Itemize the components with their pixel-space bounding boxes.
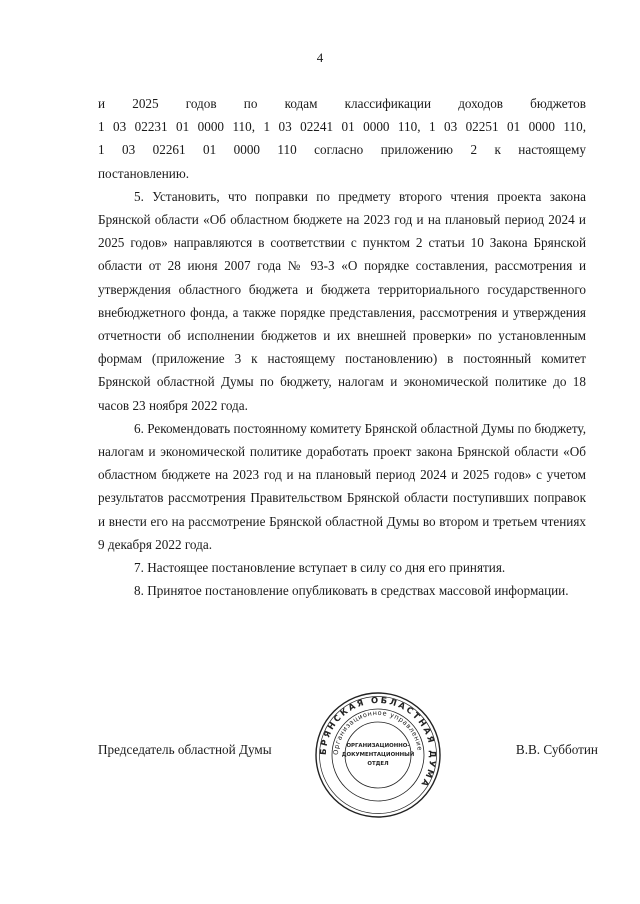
intro-line: и 2025 годов по кодам классификации доходов бюджетов [98,96,586,111]
paragraph-5: 5. Установить, что поправки по предмету второго чтения проекта закона Брянской области «Об областном бюджете на 2023 год и на плановый период 2024 и 2025 годов» направляются в соответствии с пунктом 2 статьи 10 Закона Брянской области от 28 июня 2007 года № 93-З «О порядке составления, рассмотрения и утверждения областного бюджета и бюджета территориального государственного внебюджетного фонда, а также порядке представления, рассмотрения и утверждения отчетности об исполнении бюджетов и их внешней проверки» по установленным формам (приложение 3 к настоящему постановлению) в постоянный комитет Брянской областной Думы по бюджету, налогам и экономической политике до 18 часов 23 ноября 2022 года. [98,188,586,413]
intro-line: 1 03 02231 01 0000 110, 1 03 02241 01 0000 110, 1 03 02251 01 0000 110, [98,119,586,135]
page-number: 4 [316,50,324,65]
signatory-name: В.В. Субботин [515,742,598,757]
seal-center-line: ОРГАНИЗАЦИОННО- [346,743,410,749]
seal-center-line: ДОКУМЕНТАЦИОННЫЙ [341,752,415,758]
intro-line: 1 03 02261 01 0000 110 согласно приложению 2 к настоящему [98,142,586,158]
paragraph-7: 7. Настоящее постановление вступает в силу со дня его принятия. [134,560,506,576]
seal-inner-text: Организационное управление [331,708,424,756]
intro-line: постановлению. [98,165,190,181]
official-seal [313,690,443,820]
document-body [98,92,586,602]
paragraph-6: 6. Рекомендовать постоянному комитету Брянской областной Думы по бюджету, налогам и экономической политике доработать проект закона Брянской области «Об областном бюджете на 2023 год и на плановый период 2024 и 2025 годов» с учетом результатов рассмотрения Правительством Брянской области поступивших поправок и внести его на рассмотрение Брянской областной Думы во втором и третьем чтениях 9 декабря 2022 года. [98,420,586,552]
intro-paragraph [98,92,586,185]
seal-center-line: ОТДЕЛ [367,761,389,767]
signatory-position: Председатель областной Думы [98,742,272,757]
seal-graphic [313,690,443,820]
paragraph-8: 8. Принятое постановление опубликовать в средствах массовой информации. [134,583,569,599]
seal-outer-text: БРЯНСКАЯ ОБЛАСТНАЯ ДУМА [317,694,439,791]
